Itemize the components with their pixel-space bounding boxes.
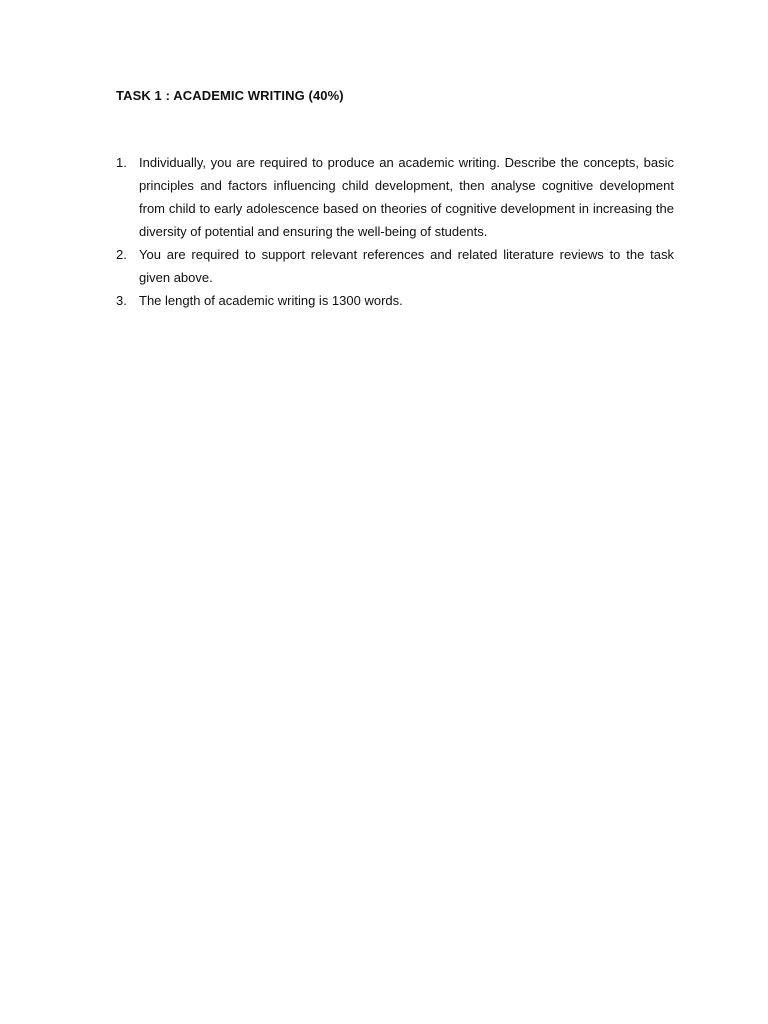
list-item-number: 3. <box>116 293 127 308</box>
list-item-text: You are required to support relevant references and related literature reviews to the task given above. <box>139 247 674 285</box>
list-item <box>116 289 674 312</box>
task-list <box>116 151 674 312</box>
list-item-number: 1. <box>116 155 127 170</box>
list-item-text: The length of academic writing is 1300 words. <box>139 293 403 308</box>
list-item <box>116 151 674 243</box>
list-item <box>116 243 674 289</box>
list-item-number: 2. <box>116 247 127 262</box>
list-item-text: Individually, you are required to produce an academic writing. Describe the concepts, basic principles and factors influencing child development, then analyse cognitive development from child to early adolescence based on theories of cognitive development in increasing the diversity of potential and ensuring the well-being of students. <box>139 155 674 239</box>
task-title: TASK 1 : ACADEMIC WRITING (40%) <box>116 88 344 103</box>
